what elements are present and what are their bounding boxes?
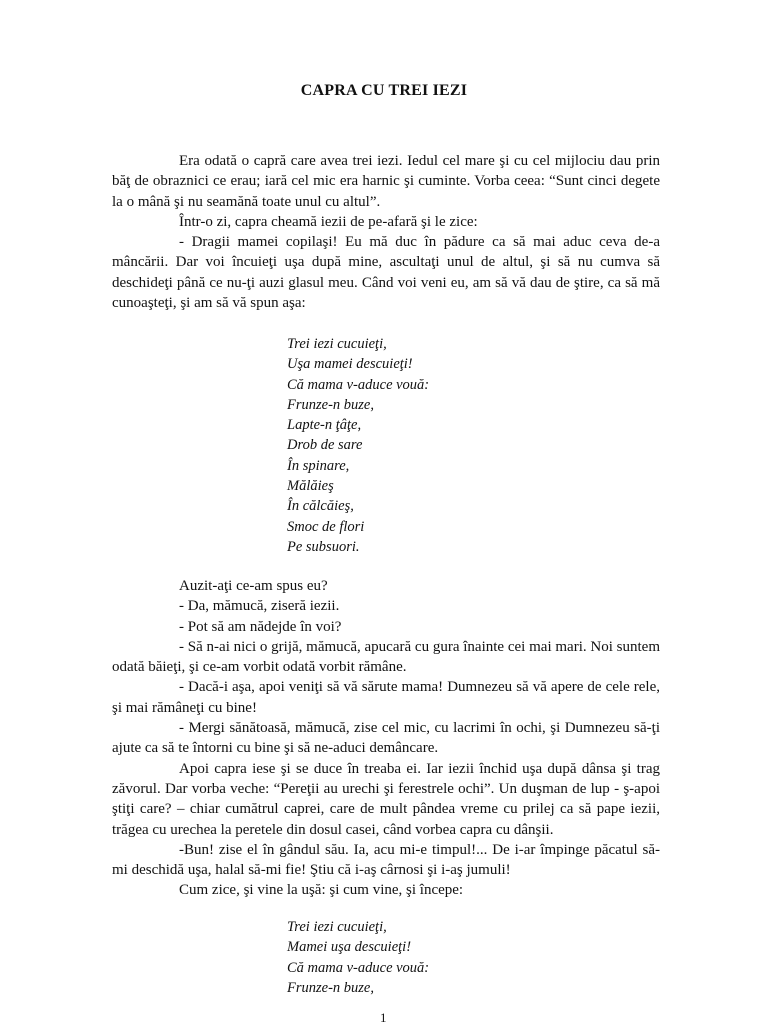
paragraph: Era odată o capră care avea trei iezi. Iedul cel mare şi cu cel mijlociu dau prin băţ de obraznici ce erau; iară cel mic era harnic şi cuminte. Vorba ceea: “Sunt cinci degete la o mână şi nu seamănă toate unul cu altul”.	[112, 153, 660, 210]
paragraph: Cum zice, şi vine la uşă: şi cum vine, şi începe:	[179, 882, 464, 899]
verse-line: Frunze-n buze,	[287, 979, 374, 996]
paragraph: -Bun! zise el în gândul său. Ia, acu mi-e timpul!... De i-ar împinge păcatul să-mi deschidă uşa, halal să-mi fie! Ştiu că i-aş cârnosi şi i-aş jumuli!	[112, 841, 660, 879]
verse-line: Lapte-n ţâţe,	[287, 417, 362, 434]
paragraph: Auzit-aţi ce-am spus eu?	[179, 578, 328, 594]
paragraph: Într-o zi, capra cheamă iezii de pe-afară şi le zice:	[179, 213, 478, 230]
verse-line: Pe subsuori.	[287, 538, 360, 555]
verse-line: Smoc de flori	[287, 518, 365, 535]
paragraph: - Da, mămucă, ziseră iezii.	[179, 598, 340, 615]
paragraph: - Pot să am nădejde în voi?	[179, 618, 342, 635]
verse-line: În călcăieş,	[287, 498, 354, 515]
verse-line: Drob de sare	[287, 437, 363, 454]
verse-line: Uşa mamei descuieţi!	[287, 356, 413, 373]
paragraph: Apoi capra iese şi se duce în treaba ei. Iar iezii închid uşa după dânsa şi trag zăvorul. Dar vorba veche: “Pereţii au urechi şi ferestrele ochi”. Un duşman de lup - ş-apoi ştiţi care? – chiar cumătrul caprei, care de mult pândea vreme cu prilej ca să pape iezii, trăgea cu urechea la peretele din dosul casei, când vorbea capra cu dânşii.	[112, 760, 660, 838]
verse-block-2	[287, 917, 429, 998]
prose-section-1	[112, 151, 660, 313]
prose-section-2	[112, 576, 660, 901]
verse-line: Mamei uşa descuieţi!	[287, 939, 412, 956]
verse-block-1	[287, 334, 429, 557]
document-title: CAPRA CU TREI IEZI	[300, 82, 468, 99]
verse-line: Mălăieş	[287, 478, 334, 495]
verse-line: Că mama v-aduce vouă:	[287, 376, 430, 393]
paragraph: - Dragii mamei copilaşi! Eu mă duc în pădure ca să mai aduc ceva de-a mâncării. Dar voi încuieţi uşa după mine, ascultaţi unul de altul, şi să nu cumva să deschideţi până ce nu-ţi auzi glasul meu. Când voi veni eu, am să vă dau de ştire, ca să mă cunoaşteţi, şi am să vă spun aşa:	[112, 234, 660, 312]
verse-line: Frunze-n buze,	[287, 396, 374, 413]
verse-line: Trei iezi cucuieţi,	[287, 336, 387, 352]
paragraph: - Să n-ai nici o grijă, mămucă, apucară cu gura înainte cei mai mari. Noi suntem odată băieţi, şi ce-am vorbit odată vorbit rămâne.	[112, 638, 660, 676]
verse-line: Că mama v-aduce vouă:	[287, 959, 430, 976]
verse-line: În spinare,	[287, 457, 350, 474]
page-number: 1	[380, 1010, 387, 1025]
paragraph: - Mergi sănătoasă, mămucă, zise cel mic, cu lacrimi în ochi, şi Dumnezeu să-ţi ajute ca să te întorni cu bine şi să ne-aduci demâncare.	[112, 720, 660, 757]
paragraph: - Dacă-i aşa, apoi veniţi să vă sărute mama! Dumnezeu să vă apere de cele rele, şi mai rămâneţi cu bine!	[112, 679, 660, 716]
verse-line: Trei iezi cucuieţi,	[287, 919, 387, 935]
